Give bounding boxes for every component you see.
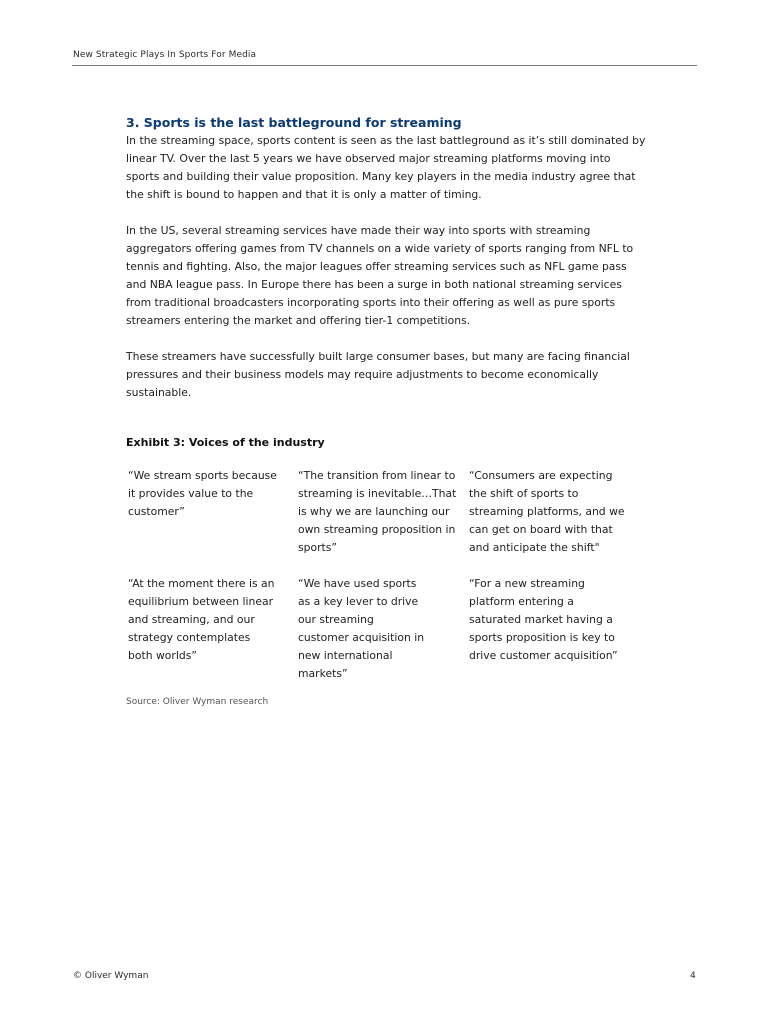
header-divider (72, 65, 697, 66)
section-title: 3. Sports is the last battleground for streaming (126, 115, 462, 130)
paragraph-1: In the streaming space, sports content is seen as the last battleground as it’s still dominated by linear TV. Over the last 5 years we have observed major streaming platforms moving into sports and building their value proposition. Many key players in the media industry agree that the shift is bound to happen and that it is only a matter of timing. (126, 134, 646, 201)
paragraph-2: In the US, several streaming services have made their way into sports with streaming aggregators offering games from TV channels on a wide variety of sports ranging from NFL to tennis and fighting. Also, the major leagues offer streaming services such as NFL game pass and NBA league pass. In Europe there has been a surge in both national streaming services from traditional broadcasters incorporating sports into their offering as well as pure sports streamers entering the market and offering tier-1 competitions. (126, 224, 634, 327)
quote-grid (128, 467, 646, 683)
quote-5: “We have used sports as a key lever to drive our streaming customer acquisition in new international markets” (298, 577, 425, 680)
source-note: Source: Oliver Wyman research (126, 697, 269, 707)
quote-1: “We stream sports because it provides value to the customer” (128, 469, 277, 518)
quote-3: “Consumers are expecting the shift of sports to streaming platforms, and we can get on board with that and anticipate the shift" (469, 469, 625, 554)
footer-copyright: © Oliver Wyman (73, 971, 149, 981)
page-number: 4 (690, 971, 696, 981)
paragraph-3: These streamers have successfully built large consumer bases, but many are facing financial pressures and their business models may require adjustments to become economically sustainable. (126, 350, 630, 399)
running-header: New Strategic Plays In Sports For Media (73, 50, 257, 60)
quote-4: “At the moment there is an equilibrium between linear and streaming, and our strategy contemplates both worlds” (128, 577, 275, 662)
exhibit-title: Exhibit 3: Voices of the industry (126, 436, 325, 449)
quote-2: “The transition from linear to streaming is inevitable…That is why we are launching our own streaming proposition in sports” (298, 469, 457, 554)
main-content (126, 114, 646, 707)
quote-6: “For a new streaming platform entering a saturated market having a sports proposition is key to drive customer acquisition” (469, 577, 618, 662)
